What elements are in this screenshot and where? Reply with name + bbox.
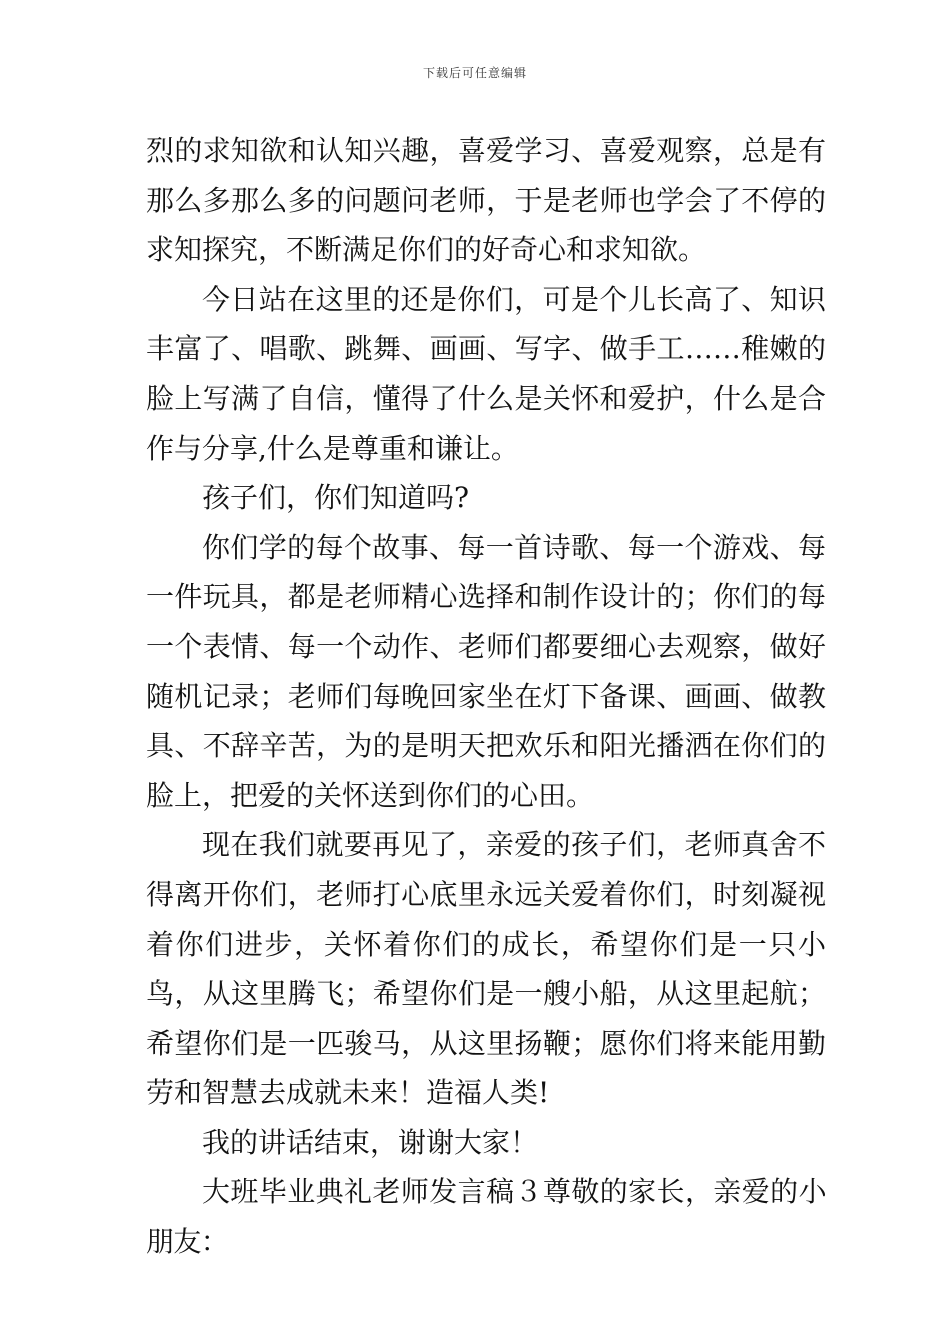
paragraph-teacher-effort: 你们学的每个故事、每一首诗歌、每一个游戏、每一件玩具，都是老师精心选择和制作设计的；你们的每一个表情、每一个动作、老师们都要细心去观察，做好随机记录；老师们每晚回家坐在灯下备课、画画、做教具、不辞辛苦，为的是明天把欢乐和阳光播洒在你们的脸上，把爱的关怀送到你们的心田。 — [146, 530, 826, 812]
paragraph-closing: 我的讲话结束，谢谢大家！ — [202, 1125, 539, 1159]
page-header-note: 下载后可任意编辑 — [422, 66, 527, 80]
paragraph-next-title: 大班毕业典礼老师发言稿３尊敬的家长，亲爱的小朋友： — [146, 1175, 826, 1259]
paragraph-question: 孩子们，你们知道吗? — [202, 481, 470, 515]
paragraph-today: 今日站在这里的还是你们，可是个儿长高了、知识丰富了、唱歌、跳舞、画画、写字、做手工……稚嫩的脸上写满了自信，懂得了什么是关怀和爱护，什么是合作与分享,什么是尊重和谦让。 — [146, 282, 826, 465]
document-body — [146, 126, 826, 1267]
paragraph-continuation: 烈的求知欲和认知兴趣，喜爱学习、喜爱观察，总是有那么多那么多的问题问老师，于是老师也学会了不停的求知探究，不断满足你们的好奇心和求知欲。 — [146, 134, 826, 267]
paragraph-farewell: 现在我们就要再见了，亲爱的孩子们，老师真舍不得离开你们，老师打心底里永远关爱着你们，时刻凝视着你们进步，关怀着你们的成长，希望你们是一只小鸟，从这里腾飞；希望你们是一艘小船，从这里起航；希望你们是一匹骏马，从这里扬鞭；愿你们将来能用勤劳和智慧去成就未来！造福人类! — [146, 828, 826, 1110]
